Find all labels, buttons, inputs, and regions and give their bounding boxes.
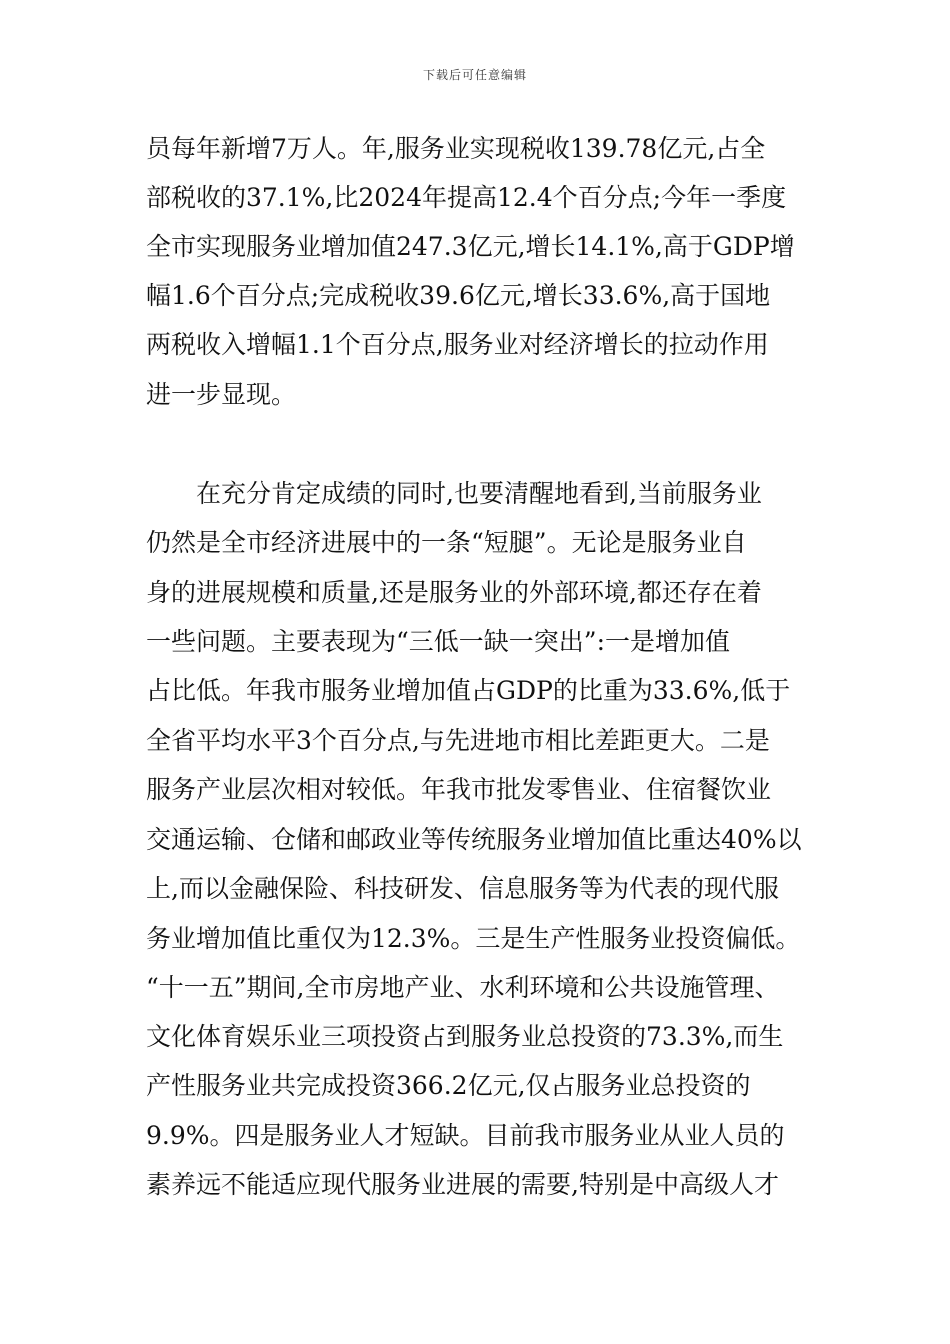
page-header-note: 下载后可任意编辑 <box>422 68 527 82</box>
text-line: 员每年新增7万人。年,服务业实现税收139.78亿元,占全 <box>146 134 766 163</box>
text-line: 素养远不能适应现代服务业进展的需要,特别是中高级人才 <box>146 1170 779 1199</box>
text-line: 服务产业层次相对较低。年我市批发零售业、住宿餐饮业 <box>146 775 772 804</box>
text-line: 幅1.6个百分点;完成税收39.6亿元,增长33.6%,高于国地 <box>146 281 771 310</box>
text-line: 产性服务业共完成投资366.2亿元,仅占服务业总投资的 <box>146 1071 751 1100</box>
text-line: 一些问题。主要表现为“三低一缺一突出”:一是增加值 <box>146 627 730 656</box>
text-line: 务业增加值比重仅为12.3%。三是生产性服务业投资偏低。 <box>146 924 801 953</box>
text-line: 占比低。年我市服务业增加值占GDP的比重为33.6%,低于 <box>146 676 791 705</box>
text-line: 全省平均水平3个百分点,与先进地市相比差距更大。二是 <box>146 726 770 755</box>
text-line: 9.9%。四是服务业人才短缺。目前我市服务业从业人员的 <box>146 1121 785 1150</box>
text-line: 仍然是全市经济进展中的一条“短腿”。无论是服务业自 <box>146 528 747 557</box>
text-line: “十一五”期间,全市房地产业、水利环境和公共设施管理、 <box>146 973 780 1002</box>
text-line: 进一步显现。 <box>146 380 297 409</box>
text-line: 文化体育娱乐业三项投资占到服务业总投资的73.3%,而生 <box>146 1022 784 1051</box>
text-line: 在充分肯定成绩的同时,也要清醒地看到,当前服务业 <box>146 479 762 508</box>
text-line: 部税收的37.1%,比2024年提高12.4个百分点;今年一季度 <box>146 183 787 212</box>
text-line: 交通运输、仓储和邮政业等传统服务业增加值比重达40%以 <box>146 825 802 854</box>
text-line: 全市实现服务业增加值247.3亿元,增长14.1%,高于GDP增 <box>146 232 795 261</box>
text-line: 上,而以金融保险、科技研发、信息服务等为代表的现代服 <box>146 874 779 903</box>
text-line: 两税收入增幅1.1个百分点,服务业对经济增长的拉动作用 <box>146 330 769 359</box>
text-line: 身的进展规模和质量,还是服务业的外部环境,都还存在着 <box>146 578 762 607</box>
